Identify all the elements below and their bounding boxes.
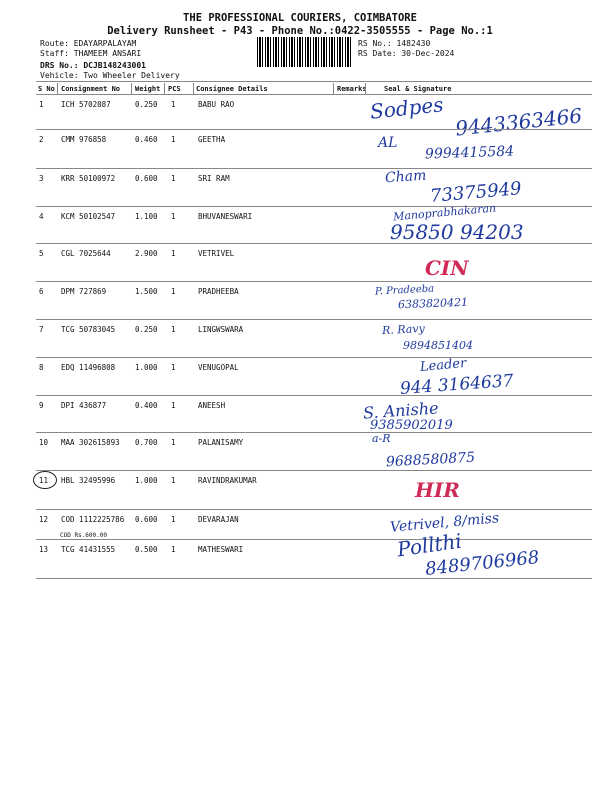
cell-consignment: DPI 436877: [61, 401, 107, 410]
cell-consignment: KRR 50100972: [61, 174, 116, 183]
cell-pcs: 1: [171, 363, 176, 372]
col-divider: [365, 83, 366, 95]
route-line: [40, 39, 136, 49]
signature-name: Sodpes: [368, 92, 445, 124]
signature-phone: 6383820421: [397, 295, 469, 312]
rs-no-line: [358, 39, 430, 49]
row-separator: [36, 281, 592, 282]
drs-label: DRS No.:: [40, 61, 79, 70]
rs-date-label: RS Date:: [358, 49, 397, 58]
rs-date-line: [358, 49, 454, 59]
vehicle-label: Vehicle:: [40, 71, 79, 80]
signature-phone: 9894851404: [403, 339, 473, 352]
row-separator: [36, 357, 592, 358]
signature-name: R. Ravy: [381, 321, 426, 338]
cell-consignment: KCM 50102547: [61, 212, 116, 221]
staff-line: [40, 49, 141, 59]
cell-consignee: MATHESWARI: [198, 545, 244, 554]
row-separator: [36, 319, 592, 320]
cell-consignment: TCG 50783045: [61, 325, 116, 334]
cell-pcs: 1: [171, 325, 176, 334]
rs-date-value: 30-Dec-2024: [401, 49, 455, 58]
cell-weight: 1.000: [135, 363, 158, 372]
col-header-consignment: Consignment No: [61, 85, 121, 93]
row-separator: [36, 129, 592, 130]
signature-phone: 8489706968: [424, 547, 541, 580]
cell-sno: 8: [39, 363, 44, 372]
row-separator: [36, 168, 592, 169]
cell-consignee: BHUVANESWARI: [198, 212, 253, 221]
signature-name: a-R: [372, 432, 391, 445]
col-header-sno: S No: [38, 85, 55, 93]
cell-pcs: 1: [171, 476, 176, 485]
cell-pcs: 1: [171, 545, 176, 554]
cell-sno: 12: [39, 515, 49, 524]
signature-name: P. Pradeeba: [374, 283, 435, 298]
drs-line: [40, 61, 146, 71]
vehicle-value: Two Wheeler Delivery: [83, 71, 180, 80]
cell-sno: 4: [39, 212, 44, 221]
cell-weight: 0.500: [135, 545, 158, 554]
cell-weight: 1.100: [135, 212, 158, 221]
col-divider: [57, 83, 58, 95]
cell-pcs: 1: [171, 100, 176, 109]
runsheet-subtitle: Delivery Runsheet - P43 - Phone No.:0422-3505555 - Page No.:1: [107, 25, 493, 37]
cell-pcs: 1: [171, 212, 176, 221]
company-title: THE PROFESSIONAL COURIERS, COIMBATORE: [183, 12, 417, 24]
signature-phone: 9994415584: [424, 143, 515, 163]
cell-weight: 1.500: [135, 287, 158, 296]
cell-consignee: PRADHEEBA: [198, 287, 239, 296]
signature-phone: 944 3164637: [399, 371, 515, 399]
cell-consignee: GEETHA: [198, 135, 226, 144]
cell-consignee: LINGWSWARA: [198, 325, 244, 334]
cell-pcs: 1: [171, 135, 176, 144]
cell-weight: 0.600: [135, 515, 158, 524]
cell-sno: 3: [39, 174, 44, 183]
cell-weight: 2.900: [135, 249, 158, 258]
signature-phone: 9688580875: [385, 449, 476, 471]
rs-no-label: RS No.:: [358, 39, 392, 48]
route-value: EDAYARPALAYAM: [73, 39, 137, 48]
row-separator: [36, 509, 592, 510]
signature-phone: 73375949: [429, 178, 523, 207]
cell-pcs: 1: [171, 438, 176, 447]
table-header-rule: [36, 94, 592, 95]
signature-phone: 9443363466: [454, 103, 584, 141]
cell-weight: 0.460: [135, 135, 158, 144]
cell-pcs: 1: [171, 287, 176, 296]
row-separator: [36, 395, 592, 396]
row-separator: [36, 539, 592, 540]
cell-weight: 0.250: [135, 325, 158, 334]
row-11-circle-mark: [33, 471, 57, 489]
row-separator: [36, 206, 592, 207]
cell-sno: 1: [39, 100, 44, 109]
cell-consignee: SRI RAM: [198, 174, 230, 183]
col-divider: [164, 83, 165, 95]
row-separator: [36, 470, 592, 471]
cell-consignment: MAA 302615893: [61, 438, 120, 447]
col-header-consignee: Consignee Details: [196, 85, 268, 93]
signature-name: S. Anishe: [362, 398, 440, 423]
table-row: [0, 401, 600, 439]
cell-consignee: VETRIVEL: [198, 249, 235, 258]
cell-sno: 10: [39, 438, 49, 447]
col-header-remarks: Remarks: [337, 85, 367, 93]
cell-pcs: 1: [171, 515, 176, 524]
signature-name: Pollthi: [395, 528, 464, 562]
staff-value: THAMEEM ANSARI: [73, 49, 142, 58]
cell-weight: 0.600: [135, 174, 158, 183]
signature-name: AL: [378, 135, 398, 151]
cell-consignment: HBL 32495996: [61, 476, 116, 485]
barcode: [257, 37, 353, 67]
cell-consignee: DEVARAJAN: [198, 515, 239, 524]
stamp-row-5: CIN: [425, 256, 469, 280]
cell-consignee: VENUGOPAL: [198, 363, 239, 372]
stamp-row-11: HIR: [415, 478, 460, 502]
cell-consignee: RAVINDRAKUMAR: [198, 476, 257, 485]
row-separator: [36, 578, 592, 579]
cell-pcs: 1: [171, 401, 176, 410]
cell-consignee: BABU RAO: [198, 100, 235, 109]
col-divider: [193, 83, 194, 95]
cell-sno: 9: [39, 401, 44, 410]
row-separator: [36, 243, 592, 244]
cell-sno: 13: [39, 545, 49, 554]
cell-sno: 2: [39, 135, 44, 144]
cell-weight: 1.000: [135, 476, 158, 485]
cell-consignment: COD 1112225786: [61, 515, 125, 524]
cell-sno: 7: [39, 325, 44, 334]
cell-sno: 6: [39, 287, 44, 296]
col-header-weight: Weight: [135, 85, 161, 93]
cell-sno: 11: [39, 476, 49, 485]
signature-phone: 95850 94203: [390, 220, 524, 244]
signature-name: Manoprabhakaran: [392, 201, 497, 224]
row-separator: [36, 432, 592, 433]
cell-consignment: CMM 976858: [61, 135, 107, 144]
cell-sno: 5: [39, 249, 44, 258]
col-header-signature: Seal & Signature: [384, 85, 452, 93]
signature-name: Cham: [384, 167, 427, 187]
col-header-pcs: PCS: [168, 85, 181, 93]
signature-phone: 9385902019: [370, 418, 453, 433]
cell-consignment: DPM 727869: [61, 287, 107, 296]
col-divider: [131, 83, 132, 95]
vehicle-line: [40, 71, 180, 81]
cell-pcs: 1: [171, 174, 176, 183]
cell-weight: 0.400: [135, 401, 158, 410]
cell-weight: 0.700: [135, 438, 158, 447]
staff-label: Staff:: [40, 49, 69, 58]
cell-pcs: 1: [171, 249, 176, 258]
signature-name: Leader: [419, 356, 467, 375]
route-label: Route:: [40, 39, 69, 48]
cell-consignee: PALANISAMY: [198, 438, 244, 447]
signature-name: Vetrivel, 8/miss: [389, 510, 500, 536]
rs-no-value: 1482430: [396, 39, 431, 48]
cell-weight: 0.250: [135, 100, 158, 109]
drs-value: DCJB148243001: [83, 61, 146, 70]
cell-consignment: TCG 41431555: [61, 545, 116, 554]
cod-note: COD Rs.600.00: [60, 532, 107, 539]
col-divider: [333, 83, 334, 95]
cell-consignment: ICH 5702087: [61, 100, 111, 109]
cell-consignment: CGL 7025644: [61, 249, 111, 258]
cell-consignee: ANEESH: [198, 401, 226, 410]
cell-consignment: EDQ 11496808: [61, 363, 116, 372]
table-top-rule: [36, 81, 592, 82]
